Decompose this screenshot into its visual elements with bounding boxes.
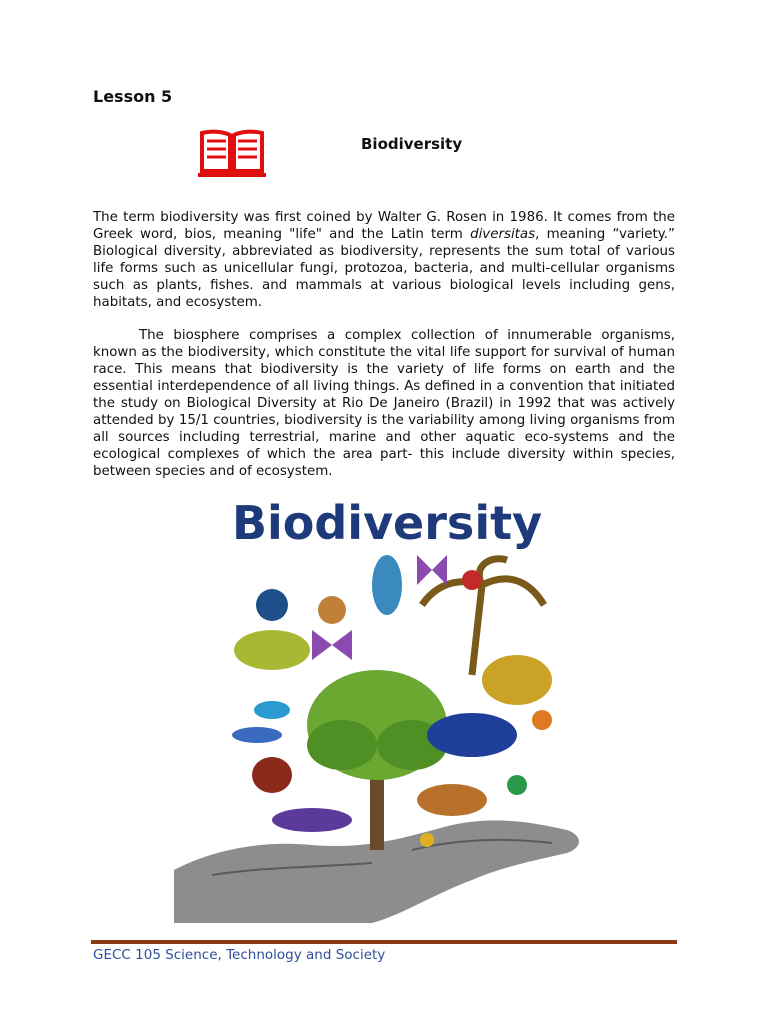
paragraph-1-end: , meaning “variety.” Biological diversity, abbreviated as biodiversity, represents the sum total of various life forms such as unicellular fungi, protozoa, bacteria, and multi-cellular organisms such as plants, fishes. and mammals at various biological levels including gens, habitats, and ecosystem.: [93, 227, 675, 310]
hen-shape: [252, 757, 292, 793]
latin-term: diversitas: [470, 227, 536, 242]
paragraph-2: The biosphere comprises a complex collection of innumerable organisms, known as the biodiversity, which constitute the vital life support for survival of human race. This means that biodiversity is the variety of life forms on earth and the essential interdependence of all living things. As defined in a convention that initiated the study on Biological Diversity at Rio De Janeiro (Brazil) in 1992 that was actively attended by 15/1 countries, biodiversity is the variability among living organisms from all sources including terrestrial, marine and other aquatic eco-systems and the ecological complexes of which the area part- this include diversity within species, between species and of ecosystem.: [93, 328, 675, 479]
butterfly-top-shape: [417, 555, 447, 585]
deer-shape: [234, 630, 310, 670]
clover-shape: [507, 775, 527, 795]
crab-shape: [318, 596, 346, 624]
orange-leaf-shape: [532, 710, 552, 730]
illustration-heading: Biodiversity: [231, 496, 543, 550]
flower-shape: [462, 570, 482, 590]
paragraph-1-start: The term biodiversity was first coined by Walter G. Rosen in 1986. It comes from the Greek word, bios, meaning "life" and the Latin term: [93, 210, 675, 242]
leaf-shape: [256, 589, 288, 621]
bull-shape: [427, 713, 517, 757]
elephant-shape: [482, 655, 552, 705]
paragraph-1: [93, 209, 675, 311]
dragonfly-shape: [232, 727, 282, 743]
bird-shape: [372, 555, 402, 615]
footer-rule: [91, 940, 677, 944]
dolphin-shape: [272, 808, 352, 832]
fish-shape: [254, 701, 290, 719]
page-title: Biodiversity: [361, 135, 463, 153]
butterfly-shape: [312, 630, 352, 660]
open-book-icon: [198, 127, 266, 177]
mushroom-shape: [420, 833, 434, 847]
lesson-label: Lesson 5: [93, 87, 173, 106]
biodiversity-illustration: [172, 495, 592, 923]
footer-course: GECC 105 Science, Technology and Society: [93, 947, 386, 963]
dog-shape: [417, 784, 487, 816]
